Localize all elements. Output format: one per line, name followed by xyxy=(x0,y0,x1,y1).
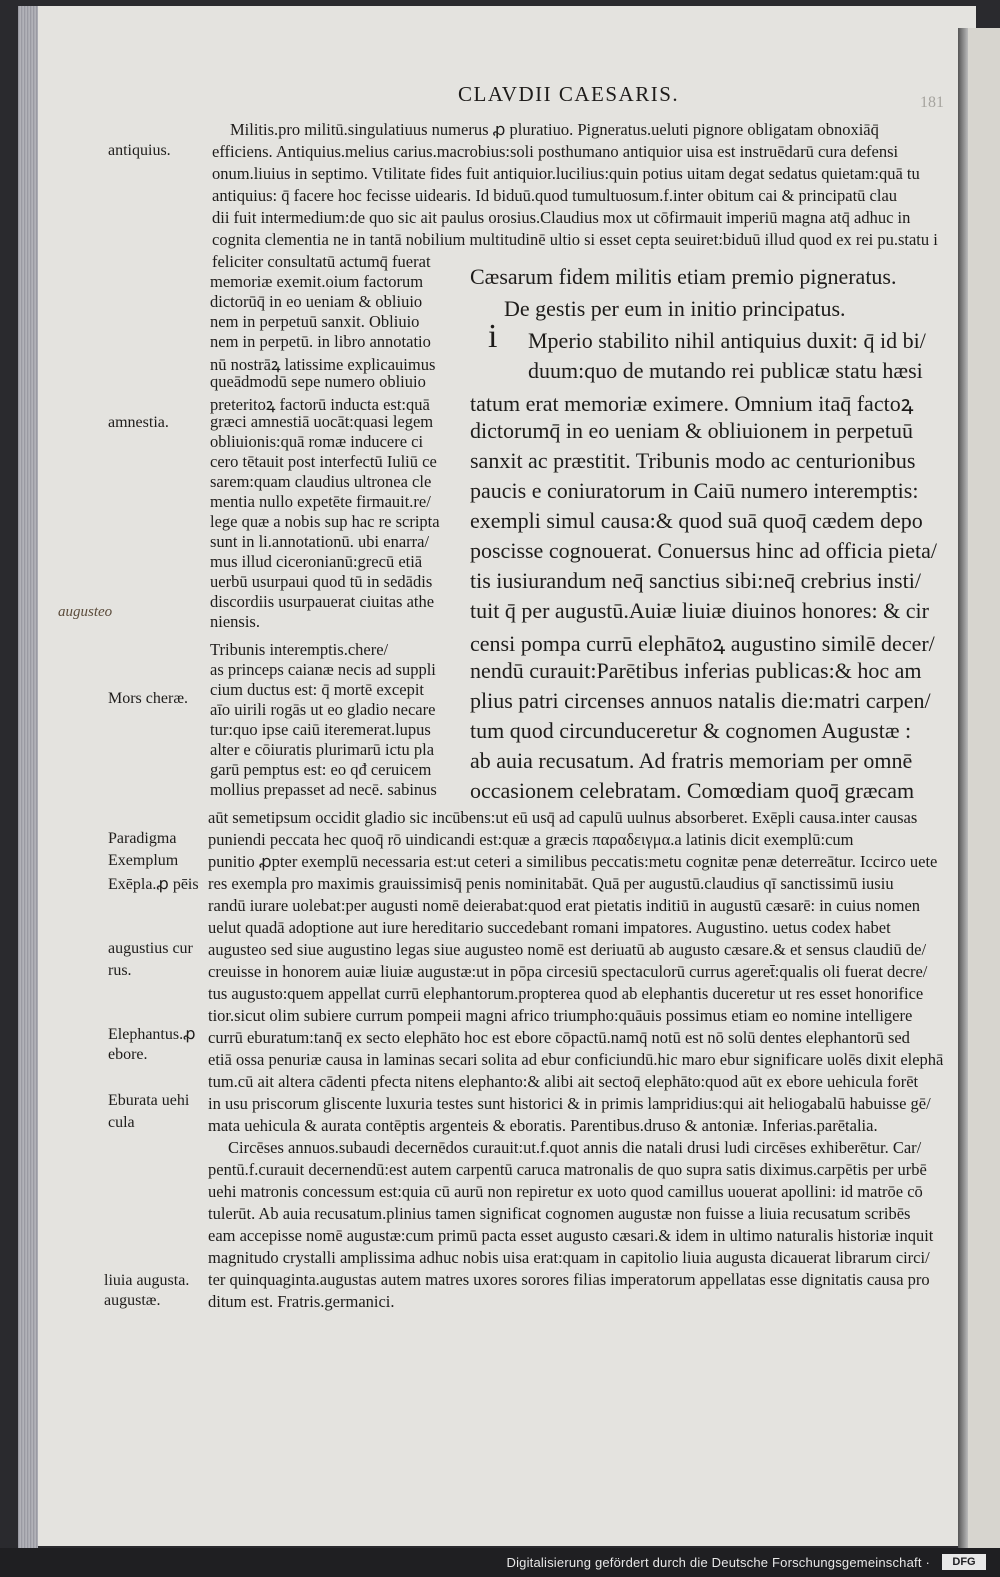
commentary-line: randū iurare uolebat:per augusti nomē deierabat:quod erat pietatis inditiū in augustū cæsarē: in cuius nomen xyxy=(208,896,921,915)
main-text-line: poscisse cognouerat. Conuersus hinc ad officia pieta/ xyxy=(470,538,937,563)
main-text-line: sanxit ac præstitit. Tribunis modo ac centurionibus xyxy=(470,448,916,473)
commentary-line: eam accepisse nomē augustæ:cum primū pacta esset augusto cæsari.& idem in ultimo naturalis historiæ inquit xyxy=(208,1226,934,1245)
margin-note-exemplum: Exemplum xyxy=(108,852,179,869)
main-text-line: occasionem celebratam. Comœdiam quoq̄ græcam xyxy=(470,778,915,803)
commentary-line: uelut quadā adoptione aut iure hereditario succedebant romani impatores. Augustino. uetus codex habet xyxy=(208,918,891,937)
commentary-col-line: preteritoꝝ factorū inducta est:quā xyxy=(210,395,430,414)
commentary-line: aūt semetipsum occidit gladio sic incūbens:ut eū usq̄ ad capulū uulnus absorberet. Exēpli causa.inter causas xyxy=(208,808,918,827)
drop-initial: i xyxy=(488,318,498,355)
margin-note-liuia: liuia augusta. xyxy=(104,1272,190,1289)
running-head: CLAVDII CAESARIS. xyxy=(458,82,680,106)
page-edge xyxy=(18,6,38,1551)
commentary-line: mata uehicula & aurata contēptis argenteis & eboratis. Parentibus.druso & antoniæ. Inferias.parētalia. xyxy=(208,1116,878,1135)
commentary-col-line: dictorūq̄ in eo ueniam & obliuio xyxy=(210,292,423,311)
commentary-line: creuisse in honorem auiæ liuiæ augustæ:ut in pōpa circesiū spectaculorū currus ageret̄:qualis oli fuerat decre/ xyxy=(208,962,928,981)
margin-note-exempla: Exēpla.ꝓ pēis xyxy=(108,876,199,893)
commentary-line: pentū.f.curauit decernendū:est autem carpentū caruca matronalis de quo supra satis diximus.carpētis per urbē xyxy=(208,1160,927,1179)
margin-note-antiquius: antiquius. xyxy=(108,142,171,159)
commentary-line: punitio ꝓpter exemplū necessaria est:ut ceteri a similibus peccatis:metu cognitæ penæ deterreātur. Iccirco uete xyxy=(208,852,938,871)
commentary-col-line: memoriæ exemit.oium factorum xyxy=(210,272,424,291)
commentary-col-line: græci amnestiā uocāt:quasi legem xyxy=(210,412,434,431)
commentary-line: tum.cū ait altera cādenti pfecta nitens elephanto:& alibi ait sectoq̄ elephāto:quod aūt ex ebore uehicula forēt xyxy=(208,1072,919,1091)
commentary-line: dii fuit intermedium:de quo sic ait paulus orosius.Claudius mox ut cōfirmauit imperiū magna atq̄ adhuc in xyxy=(212,208,911,227)
commentary-col-line: mollius prepasset ad necē. sabinus xyxy=(210,780,437,799)
commentary-col-line: niensis. xyxy=(210,612,260,631)
handwritten-margin-note: augusteo xyxy=(58,604,113,620)
commentary-col-line: alter e cōiuratis plurimarū ictu pla xyxy=(210,740,435,759)
footer-bar xyxy=(0,1548,1000,1577)
commentary-line: augusteo sed siue augustino legas siue augusteo nomē est deriuatū ab augusto cæsare.& et sensus claudiū de/ xyxy=(208,940,927,959)
main-text-line: tis iusiurandum neq̄ sanctius sibi:neq̄ crebrius insti/ xyxy=(470,568,921,593)
commentary-col-line: nū nostrāꝝ latissime explicauimus xyxy=(210,355,436,374)
main-text-line: exempli simul causa:& quod suā quoq̄ cædem depo xyxy=(470,508,923,533)
commentary-line: tior.sicut olim subiere currum pompeii magni africo triumpho:quāuis possimus etiam eo nomine intelligere xyxy=(208,1006,913,1025)
commentary-line: cognita clementia ne in tantā nobilium multitudinē ultio si esset cepta seuiret:biduū illud quod ex rei pu.statu i xyxy=(212,230,938,249)
commentary-line: uehi matronis concessum est:quia cū aurū non repiretur ex uoto quod camillus uouerat apollini: id matrōe cō xyxy=(208,1182,923,1201)
book-page xyxy=(18,6,976,1546)
margin-note-augustius: rus. xyxy=(108,962,132,979)
commentary-col-line: as princeps caianæ necis ad suppli xyxy=(210,660,436,679)
commentary-col-line: queādmodū sepe numero obliuio xyxy=(210,372,426,391)
commentary-line: puniendi peccata hec quoq̄ rō uindicandi est:quæ a græcis παραδειγμα.a latinis dicit exemplū:cum xyxy=(208,830,854,849)
dfg-logo: DFG xyxy=(942,1554,986,1570)
commentary-col-line: sunt in li.annotationū. ubi enarra/ xyxy=(210,532,430,551)
main-text-line: Cæsarum fidem militis etiam premio pigneratus. xyxy=(470,264,897,289)
commentary-line: onum.liuius in septimo. Vtilitate fides fuit antiquior.lucilius:quin potius uitam degat sedatus quietam:quā tu xyxy=(212,164,920,183)
margin-note-mors-cherae: Mors cheræ. xyxy=(108,690,188,707)
commentary-col-line: cium ductus est: q̄ mortē excepit xyxy=(210,680,424,699)
commentary-col-line: mentia nullo expetēte firmauit.re/ xyxy=(210,492,431,511)
commentary-line: efficiens. Antiquius.melius carius.macrobius:soli posthumano antiquior uisa est instruēdarū cura defensi xyxy=(212,142,899,161)
commentary-col-line: nem in perpetū. in libro annotatio xyxy=(210,332,431,351)
main-text-line: tatum erat memoriæ eximere. Omnium itaq̄ factoꝝ xyxy=(470,391,914,416)
page-gutter-shadow xyxy=(958,28,968,1548)
main-text-line: Mperio stabilito nihil antiquius duxit: q̄ id bi/ xyxy=(528,328,926,353)
main-text-line: tuit q̄ per augustū.Auiæ liuiæ diuinos honores: & cir xyxy=(470,598,929,623)
margin-note-elephantus: ebore. xyxy=(108,1046,148,1063)
main-text-line: plius patri circenses annuos natalis die:matri carpen/ xyxy=(470,688,931,713)
margin-note-eburata: cula xyxy=(108,1114,135,1131)
commentary-line: Militis.pro militū.singulatiuus numerus ꝓ pluratiuo. Pigneratus.ueluti pignore obligatam obnoxiāq̄ xyxy=(230,120,879,139)
commentary-line: ditum est. Fratris.germanici. xyxy=(208,1292,395,1311)
main-text-line: nendū curauit:Parētibus inferias publicas:& hoc am xyxy=(470,658,922,683)
commentary-col-line: nem in perpetuū sanxit. Obliuio xyxy=(210,312,420,331)
margin-note-augustius: augustius cur xyxy=(108,940,193,957)
commentary-col-line: mus illud ciceronianū:grecū etiā xyxy=(210,552,423,571)
commentary-col-line: sarem:quam claudius ultronea cle xyxy=(210,472,432,491)
commentary-line: magnitudo crystalli amplissima adhuc nobis uisa erat:quam in capitolio liuia augusta dicauerat librarum circi/ xyxy=(208,1248,930,1267)
main-text-line: dictorumq̄ in eo ueniam & obliuionem in perpetuū xyxy=(470,418,913,443)
main-text-line: censi pompa currū elephātoꝝ augustino similē decer/ xyxy=(470,631,935,656)
section-heading: De gestis per eum in initio principatus. xyxy=(504,296,846,321)
commentary-line: tus augusto:quem appellat currū elephantorum.propterea quod ab elephantis duceretur ut res esset honorifice xyxy=(208,984,924,1003)
commentary-line: etiā ossa penuriæ causa in laminas secari solita ad ebur conficiundū.hic maro ebur significare uolēs dixit elephā xyxy=(208,1050,944,1069)
commentary-col-line: cero tētauit post interfectū Iuliū ce xyxy=(210,452,437,471)
commentary-col-line: uerbū usurpaui quod tū in sedādis xyxy=(210,572,433,591)
commentary-line: res exempla pro maximis grauissimisq̄ penis nominitabāt. Quā per augustū.claudius qī sanctissimū iusiu xyxy=(208,874,894,893)
commentary-line: tulerūt. Ab auia recusatum.plinius tamen significat cognomen augustæ non fuisse a liuia recusatum scribēs xyxy=(208,1204,911,1223)
commentary-line: Circēses annuos.subaudi decernēdos curauit:ut.f.quot annis die natali drusi ludi circēses exhiberētur. Car/ xyxy=(228,1138,922,1157)
digitization-credit: Digitalisierung gefördert durch die Deutsche Forschungsgemeinschaft · xyxy=(506,1555,930,1570)
commentary-col-line: discordiis usurpauerat ciuitas athe xyxy=(210,592,435,611)
main-text-line: ab auia recusatum. Ad fratris memoriam per omnē xyxy=(470,748,913,773)
commentary-col-line: tur:quo ipse caiū iteremerat.lupus xyxy=(210,720,431,739)
commentary-line: currū eburatum:tanq̄ ex secto elephāto hoc est ebore cōpactū.namq̄ notū est nō solū dentes elephantorū sed xyxy=(208,1028,910,1047)
margin-note-elephantus: Elephantus.ꝓ xyxy=(108,1026,196,1043)
commentary-col-line: lege quæ a nobis sup hac re scripta xyxy=(210,512,440,531)
folio-mark: 181 xyxy=(920,94,944,111)
commentary-col-line: garū pemptus est: eo qđ ceruicem xyxy=(210,760,432,779)
margin-note-paradigma: Paradigma xyxy=(108,830,177,847)
commentary-line: in usu priscorum gliscente luxuria testes sunt historici & in primis lampridius:qui ait heliogabalū habuisse gē/ xyxy=(208,1094,931,1113)
commentary-line: ter quinquaginta.augustas autem matres uxores sorores filias imperatorum appellatas esse dignitatis causa pro xyxy=(208,1270,930,1289)
commentary-col-line: obliuionis:quā romæ inducere ci xyxy=(210,432,424,451)
commentary-col-line: aīo uirili rogās ut eo gladio necare xyxy=(210,700,436,719)
margin-note-amnestia: amnestia. xyxy=(108,414,169,431)
commentary-line: antiquius: q̄ facere hoc fecisse uidearis. Id biduū.quod tumultuosum.f.inter obitum cai & principatū clau xyxy=(212,186,898,205)
facing-page-edge xyxy=(958,28,1000,1548)
main-text-line: paucis e coniuratorum in Caiū numero interemptis: xyxy=(470,478,919,503)
commentary-col-line: Tribunis interemptis.chere/ xyxy=(210,640,389,659)
commentary-line: feliciter consultatū actumq̄ fuerat xyxy=(212,252,431,271)
main-text-line: duum:quo de mutando rei publicæ statu hæsi xyxy=(528,358,923,383)
margin-note-liuia: augustæ. xyxy=(104,1292,161,1309)
main-text-line: tum quod circunduceretur & cognomen Augustæ : xyxy=(470,718,912,743)
margin-note-eburata: Eburata uehi xyxy=(108,1092,190,1109)
